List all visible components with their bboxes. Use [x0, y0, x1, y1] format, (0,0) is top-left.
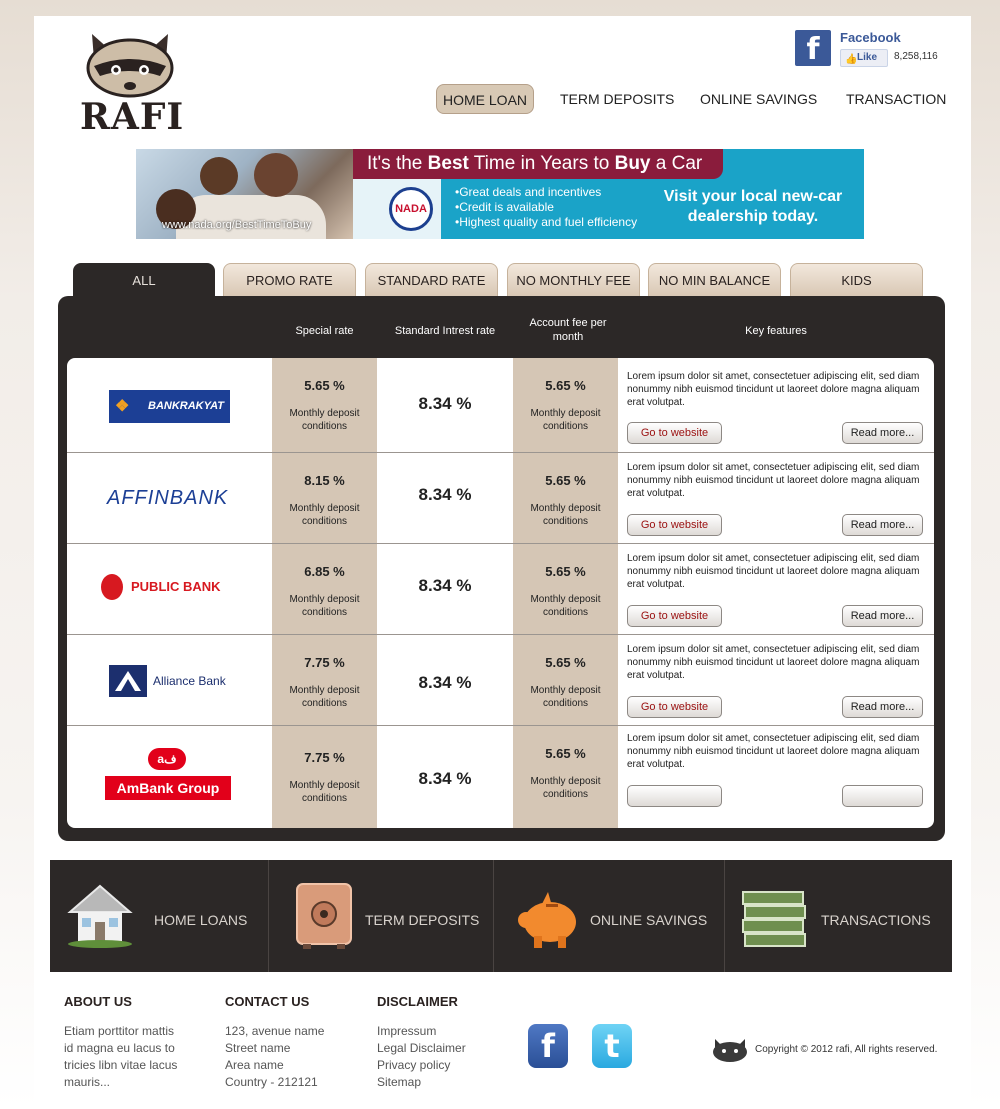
- affin-bank-logo[interactable]: AFFINBANK: [107, 487, 229, 509]
- nav-term-deposits[interactable]: TERM DEPOSITS: [560, 91, 675, 107]
- banner-point: • Great deals and incentives: [455, 185, 647, 200]
- special-rate: 7.75 %: [304, 655, 345, 670]
- go-to-website-button[interactable]: [627, 785, 722, 807]
- standard-rate: 8.34 %: [418, 485, 472, 504]
- table-row: [67, 635, 934, 726]
- banner-point: • Highest quality and fuel efficiency: [455, 215, 647, 230]
- public-bank-logo[interactable]: PUBLIC BANK: [101, 574, 241, 600]
- account-fee: 5.65 %: [545, 378, 586, 393]
- special-rate: 5.65 %: [304, 378, 345, 393]
- footer-contact-line: Area name: [225, 1058, 284, 1072]
- facebook-icon[interactable]: f: [528, 1024, 568, 1068]
- raccoon-icon: [80, 30, 180, 100]
- go-to-website-button[interactable]: Go to website: [627, 514, 722, 536]
- tab-promo-rate[interactable]: PROMO RATE: [223, 263, 356, 297]
- special-conditions: Monthly deposit conditions: [289, 408, 360, 432]
- standard-rate: 8.34 %: [418, 576, 472, 595]
- read-more-button[interactable]: Read more...: [842, 696, 923, 718]
- alliance-emblem-icon: [109, 665, 147, 697]
- footer-link-privacy-policy[interactable]: Privacy policy: [377, 1058, 451, 1072]
- feature-label: TERM DEPOSITS: [365, 912, 480, 928]
- facebook-widget: [795, 30, 955, 70]
- safe-icon: [295, 882, 353, 950]
- footer-disclaimer-title: DISCLAIMER: [377, 994, 458, 1009]
- fee-conditions: Monthly deposit conditions: [530, 685, 601, 709]
- read-more-button[interactable]: Read more...: [842, 422, 923, 444]
- car-banner-ad[interactable]: [136, 149, 864, 239]
- thumbs-up-icon: 👍: [845, 54, 858, 65]
- tab-standard-rate[interactable]: STANDARD RATE: [365, 263, 498, 297]
- table-row: [67, 358, 934, 453]
- feature-label: TRANSACTIONS: [821, 912, 931, 928]
- key-features-text: Lorem ipsum dolor sit amet, consectetuer adipiscing elit, sed diam nonummy nibh euismod tincidunt ut laoreet dolore magna aliquam erat volutpat.: [627, 644, 920, 681]
- go-to-website-button[interactable]: Go to website: [627, 696, 722, 718]
- banner-cta: Visit your local new-car dealership today.: [663, 188, 843, 225]
- special-conditions: Monthly deposit conditions: [289, 594, 360, 618]
- footer-disclaimer: [377, 994, 507, 1091]
- header-special-rate: Special rate: [295, 325, 354, 337]
- table-row: [67, 726, 934, 828]
- feature-strip: [50, 860, 952, 972]
- account-fee: 5.65 %: [545, 655, 586, 670]
- tab-no-monthly-fee[interactable]: NO MONTHLY FEE: [507, 263, 640, 297]
- like-count: 8,258,116: [894, 51, 938, 62]
- account-fee: 5.65 %: [545, 473, 586, 488]
- nav-online-savings[interactable]: ONLINE SAVINGS: [700, 91, 818, 107]
- tab-no-min-balance[interactable]: NO MIN BALANCE: [648, 263, 781, 297]
- footer-about-title: ABOUT US: [64, 994, 132, 1009]
- feature-term-deposits[interactable]: [269, 860, 494, 972]
- read-more-button[interactable]: Read more...: [842, 605, 923, 627]
- special-rate: 7.75 %: [304, 750, 345, 765]
- brand-name: RAFI: [80, 96, 185, 138]
- cash-stack-icon: [741, 888, 807, 950]
- facebook-title[interactable]: Facebook: [840, 30, 901, 45]
- bank-rakyat-logo[interactable]: ❖ BANKRAKYAT: [109, 390, 230, 423]
- footer-link-sitemap[interactable]: Sitemap: [377, 1075, 422, 1089]
- fee-conditions: Monthly deposit conditions: [530, 594, 601, 618]
- special-rate: 8.15 %: [304, 473, 345, 488]
- footer-about: [64, 994, 214, 1091]
- ambank-logo[interactable]: aف AmBank Group: [105, 748, 231, 800]
- banner-headline: It's the Best Time in Years to Buy a Car: [353, 149, 723, 179]
- read-more-button[interactable]: [842, 785, 923, 807]
- rafi-logo[interactable]: [80, 30, 185, 138]
- table-row: [67, 544, 934, 635]
- header-standard-rate: Standard Intrest rate: [394, 325, 496, 337]
- feature-transactions[interactable]: [725, 860, 952, 972]
- account-fee: 5.65 %: [545, 746, 586, 761]
- footer-about-line: id magna eu lacus to: [64, 1041, 175, 1055]
- feature-home-loans[interactable]: [50, 860, 269, 972]
- public-bank-emblem-icon: [101, 574, 123, 600]
- special-rate: 6.85 %: [304, 564, 345, 579]
- tab-kids[interactable]: KIDS: [790, 263, 923, 297]
- banner-points: [441, 179, 647, 239]
- footer-contact: [225, 994, 365, 1091]
- alliance-bank-logo[interactable]: Alliance Bank: [109, 665, 239, 697]
- footer-contact-title: CONTACT US: [225, 994, 310, 1009]
- banner-point: • Credit is available: [455, 200, 647, 215]
- fee-conditions: Monthly deposit conditions: [530, 503, 601, 527]
- footer-contact-line: Street name: [225, 1041, 291, 1055]
- nada-seal-icon: NADA: [389, 187, 433, 231]
- piggy-bank-icon: [516, 890, 580, 950]
- footer-link-impressum[interactable]: Impressum: [377, 1024, 437, 1038]
- twitter-icon[interactable]: t: [592, 1024, 632, 1068]
- footer-link-legal-disclaimer[interactable]: Legal Disclaimer: [377, 1041, 466, 1055]
- fee-conditions: Monthly deposit conditions: [530, 408, 601, 432]
- table-row: [67, 453, 934, 544]
- table-body: [67, 358, 934, 828]
- fee-conditions: Monthly deposit conditions: [530, 776, 601, 800]
- feature-label: ONLINE SAVINGS: [590, 912, 708, 928]
- standard-rate: 8.34 %: [418, 673, 472, 692]
- feature-online-savings[interactable]: [494, 860, 725, 972]
- like-label: Like: [857, 52, 878, 63]
- ambank-emblem-icon: aف: [148, 748, 186, 770]
- nav-transaction[interactable]: TRANSACTION: [846, 91, 947, 107]
- facebook-logo-icon[interactable]: f: [795, 30, 831, 66]
- comparison-table: [58, 296, 945, 841]
- nav-home-loan[interactable]: HOME LOAN: [436, 84, 534, 114]
- header-key-features: Key features: [745, 325, 807, 337]
- read-more-button[interactable]: Read more...: [842, 514, 923, 536]
- account-fee: 5.65 %: [545, 564, 586, 579]
- raccoon-small-icon: [711, 1037, 749, 1063]
- special-conditions: Monthly deposit conditions: [289, 503, 360, 527]
- house-icon: [66, 882, 134, 948]
- footer-about-line: mauris...: [64, 1075, 111, 1089]
- tab-all[interactable]: ALL: [73, 263, 215, 299]
- standard-rate: 8.34 %: [418, 394, 472, 413]
- special-conditions: Monthly deposit conditions: [289, 685, 360, 709]
- special-conditions: Monthly deposit conditions: [289, 780, 360, 804]
- key-features-text: Lorem ipsum dolor sit amet, consectetuer adipiscing elit, sed diam nonummy nibh euismod tincidunt ut laoreet dolore magna aliquam erat volutpat.: [627, 462, 920, 499]
- go-to-website-button[interactable]: Go to website: [627, 422, 722, 444]
- header-account-fee: Account fee per month: [529, 317, 607, 343]
- key-features-text: Lorem ipsum dolor sit amet, consectetuer adipiscing elit, sed diam nonummy nibh euismod tincidunt ut laoreet dolore magna aliquam erat volutpat.: [627, 553, 920, 590]
- go-to-website-button[interactable]: Go to website: [627, 605, 722, 627]
- footer-about-line: tricies libn vitae lacus: [64, 1058, 178, 1072]
- feature-label: HOME LOANS: [154, 912, 248, 928]
- footer-contact-line: 123, avenue name: [225, 1024, 325, 1038]
- copyright-text: Copyright © 2012 rafi, All rights reserved.: [755, 1044, 938, 1055]
- standard-rate: 8.34 %: [418, 769, 472, 788]
- banner-url: www.nada.org/BestTimeToBuy: [162, 219, 312, 231]
- facebook-like-button[interactable]: [840, 49, 888, 67]
- key-features-text: Lorem ipsum dolor sit amet, consectetuer adipiscing elit, sed diam nonummy nibh euismod tincidunt ut laoreet dolore magna aliquam erat volutpat.: [627, 371, 920, 408]
- footer-about-line: Etiam porttitor mattis: [64, 1024, 175, 1038]
- key-features-text: Lorem ipsum dolor sit amet, consectetuer adipiscing elit, sed diam nonummy nibh euismod tincidunt ut laoreet dolore magna aliquam erat volutpat.: [627, 733, 920, 770]
- family-photo: [136, 149, 354, 239]
- footer-contact-line: Country - 212121: [225, 1075, 318, 1089]
- page-container: [34, 16, 971, 1109]
